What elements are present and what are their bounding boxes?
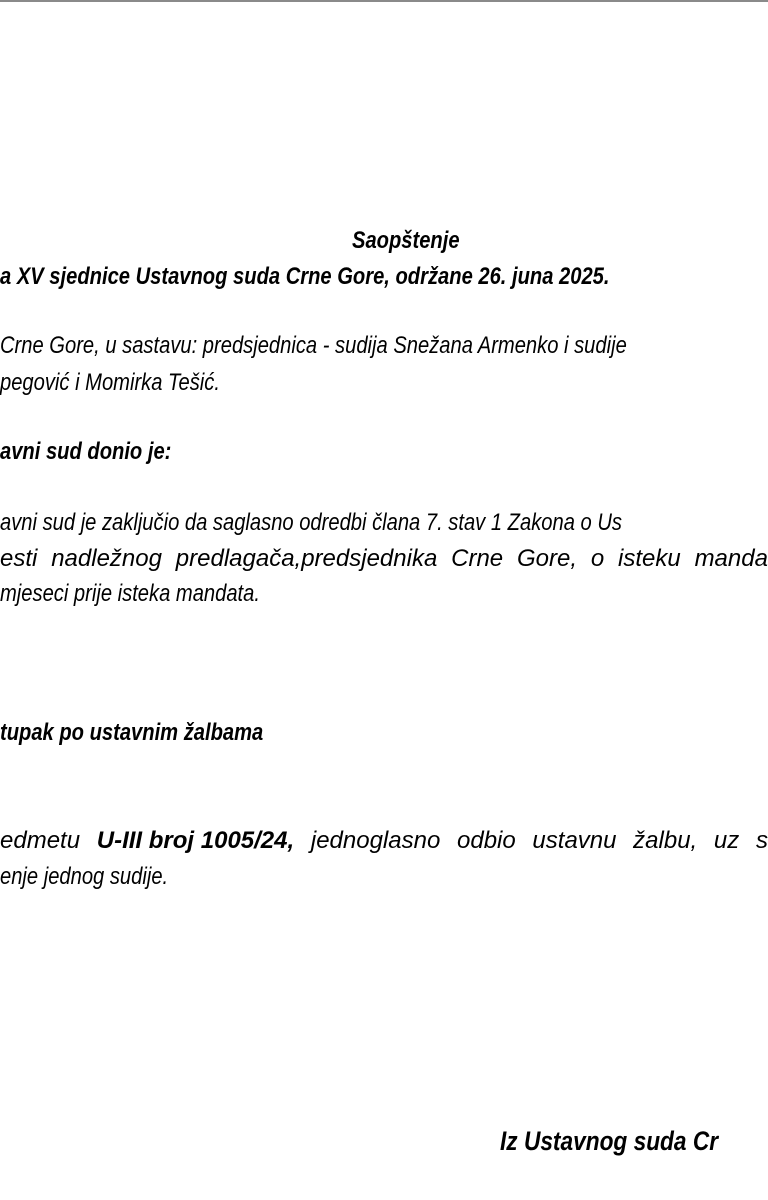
decision-line-2 [0, 544, 768, 574]
decision-line-1: avni sud je zaključio da saglasno odredbi člana 7. stav 1 Zakona o Us [0, 509, 622, 536]
document-title: Saopštenje [352, 227, 460, 254]
case-word: žalbu, [633, 827, 698, 854]
case-line-1 [0, 826, 768, 856]
decision-word: predlagača,predsjednika [175, 545, 438, 572]
composition-line-1: Crne Gore, u sastavu: predsjednica - sudija Snežana Armenko i sudije [0, 332, 627, 359]
decision-word: esti [0, 545, 38, 572]
decision-word: Crne [451, 545, 504, 572]
document-subtitle: a XV sjednice Ustavnog suda Crne Gore, održane 26. juna 2025. [0, 263, 610, 290]
decision-word: nadležnog [51, 545, 162, 572]
case-word: jednoglasno [310, 827, 441, 854]
decision-word: isteku [618, 545, 681, 572]
complaints-heading: tupak po ustavnim žalbama [0, 719, 264, 746]
composition-line-2: pegović i Momirka Tešić. [0, 369, 220, 396]
case-number: U-III broj 1005/24, [96, 827, 295, 854]
decision-line-3: mjeseci prije isteka mandata. [0, 580, 260, 607]
case-word: uz [713, 827, 740, 854]
case-word: s [755, 827, 768, 854]
case-word: edmetu [0, 827, 81, 854]
decision-word: o [590, 545, 605, 572]
decision-heading: avni sud donio je: [0, 438, 172, 465]
case-word: ustavnu [532, 827, 617, 854]
case-word: odbio [457, 827, 516, 854]
decision-word: Gore, [516, 545, 578, 572]
signature: Iz Ustavnog suda Cr [500, 1126, 719, 1156]
case-line-2: enje jednog sudije. [0, 863, 169, 890]
decision-word: manda [694, 545, 768, 572]
